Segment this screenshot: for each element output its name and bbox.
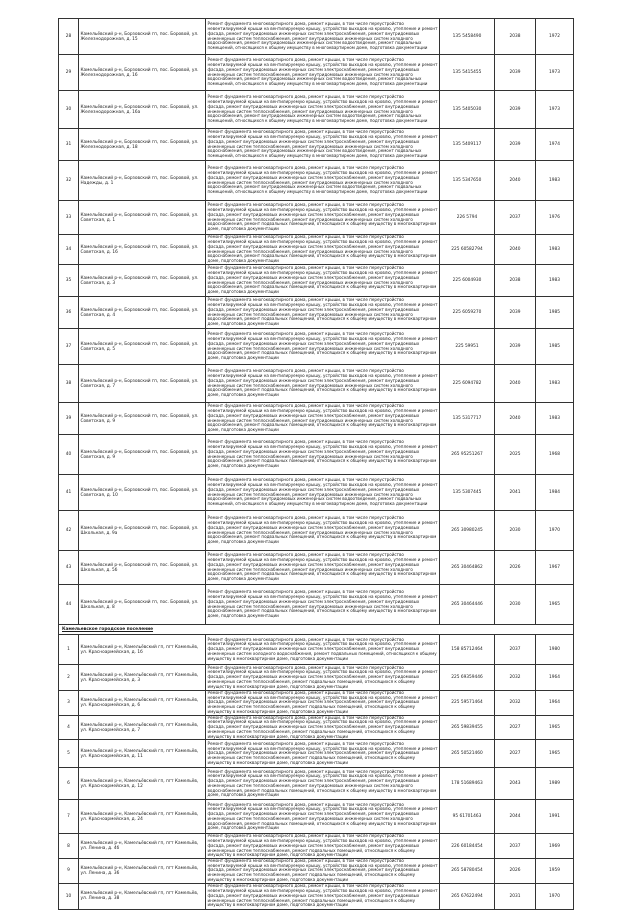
row-address: Камельёвский р-н, Борзовский гп, пос. Боровой, ул. Советская, д. 1 <box>79 201 206 235</box>
row-address: Камельёвский р-н, Борзовский гп, пос. Боровой, ул. Советская, д. 9 <box>79 435 206 475</box>
row-repair-year: 2037 <box>495 834 536 859</box>
row-address: Камельёвский р-н, Борзовский гп, пос. Боровой, ул. Советская, д. 3 <box>79 265 206 297</box>
row-work-description: Ремонт фундамента многоквартирного дома, ремонт крыши, в том числе переустройство невентилируемой крыши на вентилируемую крышу, устройство выходов на кровлю, утепление и ремонт фасада, ремонт внутридомовых инженерных систем электроснабжения, ремонт внутридомовых инженерных систем теплоснабжения, ремонт внутридомовых инженерных систем холодного водоснабжения, ремонт подвальных помещений, относящихся к общему имуществу в многоквартирном доме, подготовка документации <box>206 435 440 475</box>
row-work-description: Ремонт фундамента многоквартирного дома, ремонт крыши, в том числе переустройство невентилируемой крыши на вентилируемую крышу, устройство выходов на кровлю, утепление и ремонт фасада, ремонт внутридомовых инженерных систем электроснабжения, ремонт внутридомовых инженерных систем теплоснабжения, ремонт внутридомовых инженерных систем холодного водоснабжения, ремонт внутридомовых инженерных систем водоотведения, ремонт подвальных помещений, относящихся к общему имуществу в многоквартирном доме, подготовка документации <box>206 475 440 511</box>
row-number: 36 <box>59 297 79 329</box>
row-address: Камельёвский р-н, Борзовский гп, пос. Боровой, ул. Железнодорожная, д. 16а <box>79 91 206 129</box>
table-row <box>59 403 574 435</box>
row-cost: 178 51689463 <box>440 768 495 800</box>
row-cost: 225 59951 <box>440 329 495 365</box>
table-row <box>59 883 574 909</box>
row-number: 30 <box>59 91 79 129</box>
row-address: Камельёвский р-н, Борзовский гп, пос. Боровой, ул. Школьная, д. 9а <box>79 511 206 551</box>
row-cost: 225 59571464 <box>440 691 495 716</box>
row-address: Камельёвский р-н, Камельёвский гп, пгт Камельёв, ул. Ленина, д. 4б <box>79 834 206 859</box>
row-number: 9 <box>59 859 79 884</box>
row-build-year: 1984 <box>536 475 574 511</box>
row-build-year: 1972 <box>536 19 574 55</box>
row-repair-year: 2040 <box>495 235 536 265</box>
row-repair-year: 2032 <box>495 691 536 716</box>
row-cost: 265 30464446 <box>440 585 495 625</box>
row-number: 5 <box>59 740 79 768</box>
row-cost: 135 5317717 <box>440 403 495 435</box>
row-number: 6 <box>59 768 79 800</box>
row-repair-year: 2031 <box>495 883 536 909</box>
row-repair-year: 2039 <box>495 129 536 161</box>
row-address: Камельёвский р-н, Борзовский гп, пос. Боровой, ул. Школьная, д. 8 <box>79 585 206 625</box>
row-work-description: Ремонт фундамента многоквартирного дома, ремонт крыши, в том числе переустройство невентилируемой крыши на вентилируемую крышу, устройство выходов на кровлю, утепление и ремонт фасада, ремонт внутридомовых инженерных систем электроснабжения, ремонт внутридомовых инженерных систем теплоснабжения, ремонт подвальных помещений, относящихся к общему имуществу в многоквартирном доме, подготовка документации <box>206 740 440 768</box>
row-number: 8 <box>59 834 79 859</box>
row-work-description: Ремонт фундамента многоквартирного дома, ремонт крыши, в том числе переустройство невентилируемой крыши на вентилируемую крышу, устройство выходов на кровлю, утепление и ремонт фасада, ремонт внутридомовых инженерных систем электроснабжения, ремонт внутридомовых инженерных систем теплоснабжения, ремонт внутридомовых инженерных систем холодного водоснабжения, ремонт внутридомовых инженерных систем водоотведения, ремонт подвальных помещений, относящихся к общему имуществу в многоквартирном доме, подготовка документации <box>206 161 440 201</box>
rows-group-a <box>59 19 574 297</box>
row-build-year: 1983 <box>536 161 574 201</box>
row-work-description: Ремонт фундамента многоквартирного дома, ремонт крыши, в том числе переустройство невентилируемой крыши на вентилируемую крышу, устройство выходов на кровлю, утепление и ремонт фасада, ремонт внутридомовых инженерных систем электроснабжения, ремонт внутридомовых инженерных систем теплоснабжения, ремонт подвальных помещений, относящихся к общему имуществу в многоквартирном доме, подготовка документации <box>207 833 438 858</box>
row-address: Камельёвский р-н, Борзовский гп, пос. Боровой, ул. Советская, д. 10 <box>79 475 206 511</box>
row-build-year: 1976 <box>536 201 574 235</box>
row-address: Камельёвский р-н, Борзовский гп, пос. Боровой, ул. Надежды, д. 1 <box>79 161 206 201</box>
section-header-row <box>59 625 574 635</box>
capital-repair-table <box>58 18 574 910</box>
row-work-description: Ремонт фундамента многоквартирного дома, ремонт крыши, в том числе переустройство невентилируемой крыши на вентилируемую крышу, устройство выходов на кровлю, утепление и ремонт фасада, ремонт внутридомовых инженерных систем электроснабжения, ремонт внутридомовых инженерных систем теплоснабжения, ремонт внутридомовых инженерных систем холодного водоснабжения, ремонт подвальных помещений, относящихся к общему имуществу в многоквартирном доме, подготовка документации <box>206 511 440 551</box>
row-cost: 135 5409117 <box>440 129 495 161</box>
row-cost: 265 95251267 <box>440 435 495 475</box>
table-row <box>59 329 574 365</box>
row-build-year: 1985 <box>536 329 574 365</box>
rows-group-b <box>59 297 574 625</box>
table-row <box>59 91 574 129</box>
row-repair-year: 2030 <box>495 511 536 551</box>
row-address: Камельёвский р-н, Борзовский гп, пос. Боровой, ул. Школьная, д. 5б <box>79 551 206 585</box>
row-number: 29 <box>59 55 79 91</box>
row-build-year: 1973 <box>536 91 574 129</box>
row-number: 1 <box>59 635 79 665</box>
row-work-description: Ремонт фундамента многоквартирного дома, ремонт крыши, в том числе переустройство невентилируемой крыши на вентилируемую крышу, устройство выходов на кровлю, утепление и ремонт фасада, ремонт внутридомовых инженерных систем электроснабжения, ремонт внутридомовых инженерных систем теплоснабжения, ремонт внутридомовых инженерных систем холодного водоснабжения, ремонт внутридомовых инженерных систем водоотведения, ремонт подвальных помещений, относящихся к общему имуществу в многоквартирном доме, подготовка документации <box>206 129 440 161</box>
row-address: Камельёвский р-н, Борзовский гп, пос. Боровой, ул. Советская, д. 7 <box>79 365 206 403</box>
row-repair-year: 2039 <box>495 91 536 129</box>
row-cost: 135 5405030 <box>440 91 495 129</box>
row-build-year: 1980 <box>536 635 574 665</box>
row-work-description: Ремонт фундамента многоквартирного дома, ремонт крыши, в том числе переустройство невентилируемой крыши на вентилируемую крышу, устройство выходов на кровлю, утепление и ремонт фасада, ремонт внутридомовых инженерных систем электроснабжения, ремонт внутридомовых инженерных систем теплоснабжения, ремонт внутридомовых инженерных систем холодного водоснабжения, ремонт подвальных помещений, относящихся к общему имуществу в многоквартирном доме, подготовка документации <box>206 297 440 329</box>
row-cost: 225 6004930 <box>440 265 495 297</box>
row-number: 10 <box>59 883 79 909</box>
table-row <box>59 715 574 740</box>
row-repair-year: 2044 <box>495 800 536 834</box>
row-number: 41 <box>59 475 79 511</box>
row-number: 38 <box>59 365 79 403</box>
row-number: 28 <box>59 19 79 55</box>
row-work-description: Ремонт фундамента многоквартирного дома, ремонт крыши, в том числе переустройство невентилируемой крыши на вентилируемую крышу, устройство выходов на кровлю, утепление и ремонт фасада, ремонт внутридомовых инженерных систем электроснабжения, ремонт внутридомовых инженерных систем теплоснабжения, ремонт внутридомовых инженерных систем холодного водоснабжения, ремонт подвальных помещений, относящихся к общему имуществу в многоквартирном доме, подготовка документации <box>206 365 440 403</box>
row-work-description: Ремонт фундамента многоквартирного дома, ремонт крыши, в том числе переустройство невентилируемой крыши на вентилируемую крышу, устройство выходов на кровлю, утепление и ремонт фасада, ремонт внутридомовых инженерных систем электроснабжения, ремонт внутридомовых инженерных систем теплоснабжения, ремонт подвальных помещений, относящихся к общему имуществу в многоквартирном доме, подготовка документации <box>207 883 438 908</box>
row-repair-year: 2027 <box>495 740 536 768</box>
row-number: 44 <box>59 585 79 625</box>
row-work-description: Ремонт фундамента многоквартирного дома, ремонт крыши, в том числе переустройство невентилируемой крыши на вентилируемую крышу, устройство выходов на кровлю, утепление и ремонт фасада, ремонт внутридомовых инженерных систем электроснабжения, ремонт внутридомовых инженерных систем теплоснабжения, ремонт внутридомовых инженерных систем холодного водоснабжения, ремонт подвальных помещений, относящихся к общему имуществу в многоквартирном доме, подготовка документации <box>206 800 440 834</box>
row-build-year: 1974 <box>536 129 574 161</box>
row-cost: 135 5347650 <box>440 161 495 201</box>
row-cost: 225 6059270 <box>440 297 495 329</box>
row-build-year: 1969 <box>536 834 574 859</box>
row-number: 39 <box>59 403 79 435</box>
row-address: Камельёвский р-н, Камельёвский гп, пгт Камельёв, ул. Ленина, д. 36 <box>79 859 206 884</box>
row-build-year: 1973 <box>536 55 574 91</box>
table-row <box>59 365 574 403</box>
table-row <box>59 129 574 161</box>
row-number: 35 <box>59 265 79 297</box>
row-work-description: Ремонт фундамента многоквартирного дома, ремонт крыши, в том числе переустройство невентилируемой крыши на вентилируемую крышу, устройство выходов на кровлю, утепление и ремонт фасада, ремонт внутридомовых инженерных систем электроснабжения, ремонт внутридомовых инженерных систем теплоснабжения, ремонт подвальных помещений, относящихся к общему имуществу в многоквартирном доме, подготовка документации <box>207 715 438 739</box>
row-repair-year: 2025 <box>495 435 536 475</box>
row-build-year: 1965 <box>536 715 574 740</box>
row-work-description: Ремонт фундамента многоквартирного дома, ремонт крыши, в том числе переустройство невентилируемой крыши на вентилируемую крышу, устройство выходов на кровлю, утепление и ремонт фасада, ремонт внутридомовых инженерных систем электроснабжения, ремонт внутридомовых инженерных систем теплоснабжения, ремонт внутридомовых инженерных систем холодного водоснабжения, ремонт внутридомовых инженерных систем водоотведения, ремонт подвальных помещений, относящихся к общему имуществу в многоквартирном доме, подготовка документации <box>206 19 440 55</box>
row-cost: 265 50521460 <box>440 740 495 768</box>
row-build-year: 1967 <box>536 551 574 585</box>
row-number: 43 <box>59 551 79 585</box>
row-work-description: Ремонт фундамента многоквартирного дома, ремонт крыши, в том числе переустройство невентилируемой крыши на вентилируемую крышу, устройство выходов на кровлю, утепление и ремонт фасада, ремонт внутридомовых инженерных систем электроснабжения, ремонт внутридомовых инженерных систем теплоснабжения, ремонт внутридомовых инженерных систем холодного водоснабжения, ремонт внутридомовых инженерных систем водоотведения, ремонт подвальных помещений, относящихся к общему имуществу в многоквартирном доме, подготовка документации <box>206 91 440 129</box>
row-cost: 226 60184454 <box>440 834 495 859</box>
row-address: Камельёвский р-н, Камельёвский гп, пгт Камельёв, ул. Красноармейская, д. 1б <box>79 635 206 665</box>
row-cost: 158 85712464 <box>440 635 495 665</box>
row-build-year: 1964 <box>536 665 574 691</box>
row-number: 34 <box>59 235 79 265</box>
row-cost: 226 5794 <box>440 201 495 235</box>
row-build-year: 1983 <box>536 403 574 435</box>
row-build-year: 1959 <box>536 859 574 884</box>
table-row <box>59 859 574 884</box>
row-repair-year: 2040 <box>495 161 536 201</box>
row-number: 32 <box>59 161 79 201</box>
row-work-description: Ремонт фундамента многоквартирного дома, ремонт крыши, в том числе переустройство невентилируемой крыши на вентилируемую крышу, устройство выходов на кровлю, утепление и ремонт фасада, ремонт внутридомовых инженерных систем электроснабжения, ремонт внутридомовых инженерных систем теплоснабжения, ремонт внутридомовых инженерных систем холодного водоснабжения, ремонт подвальных помещений, относящихся к общему имуществу в многоквартирном доме, подготовка документации <box>206 551 440 585</box>
row-work-description: Ремонт фундамента многоквартирного дома, ремонт крыши, в том числе переустройство невентилируемой крыши на вентилируемую крышу, устройство выходов на кровлю, утепление и ремонт фасада, ремонт внутридомовых инженерных систем электроснабжения, ремонт внутридомовых инженерных систем теплоснабжения, ремонт внутридомовых инженерных систем холодного водоснабжения, ремонт подвальных помещений, относящихся к общему имуществу в многоквартирном доме, подготовка документации <box>206 329 440 365</box>
row-build-year: 1970 <box>536 883 574 909</box>
row-work-description: Ремонт фундамента многоквартирного дома, ремонт крыши, в том числе переустройство невентилируемой крыши на вентилируемую крышу, устройство выходов на кровлю, утепление и ремонт фасада, ремонт внутридомовых инженерных систем электроснабжения, ремонт внутридомовых инженерных систем теплоснабжения, ремонт внутридомовых инженерных систем холодного водоснабжения, ремонт подвальных помещений, относящихся к общему имуществу в многоквартирном доме, подготовка документации <box>206 201 440 235</box>
row-address: Камельёвский р-н, Камельёвский гп, пгт Камельёв, ул. Красноармейская, д. 24 <box>79 800 206 834</box>
row-number: 42 <box>59 511 79 551</box>
row-repair-year: 2038 <box>495 265 536 297</box>
row-work-description: Ремонт фундамента многоквартирного дома, ремонт крыши, в том числе переустройство невентилируемой крыши на вентилируемую крышу, устройство выходов на кровлю, утепление и ремонт фасада, ремонт внутридомовых инженерных систем электроснабжения, ремонт внутридомовых инженерных систем теплоснабжения, ремонт внутридомовых инженерных систем холодного водоснабжения, ремонт подвальных помещений, относящихся к общему имуществу в многоквартирном доме, подготовка документации <box>206 265 440 297</box>
row-address: Камельёвский р-н, Борзовский гп, пос. Боровой, ул. Советская, д. 16 <box>79 235 206 265</box>
row-work-description: Ремонт фундамента многоквартирного дома, ремонт крыши, в том числе переустройство невентилируемой крыши на вентилируемую крышу, устройство выходов на кровлю, утепление и ремонт фасада, ремонт внутридомовых инженерных систем электроснабжения, ремонт внутридомовых инженерных систем теплоснабжения, ремонт внутридомовых инженерных систем холодного водоснабжения, ремонт подвальных помещений, относящихся к общему имуществу в многоквартирном доме, подготовка документации <box>207 234 438 263</box>
table-row <box>59 55 574 91</box>
row-cost: 135 5307445 <box>440 475 495 511</box>
row-address: Камельёвский р-н, Борзовский гп, пос. Боровой, ул. Советская, д. 5 <box>79 329 206 365</box>
row-number: 3 <box>59 691 79 716</box>
row-address: Камельёвский р-н, Камельёвский гп, пгт Камельёв, ул. Красноармейская, д. 11 <box>79 740 206 768</box>
row-number: 2 <box>59 665 79 691</box>
row-build-year: 1965 <box>536 585 574 625</box>
row-work-description: Ремонт фундамента многоквартирного дома, ремонт крыши, в том числе переустройство невентилируемой крыши на вентилируемую крышу, устройство выходов на кровлю, утепление и ремонт фасада, ремонт внутридомовых инженерных систем электроснабжения, ремонт внутридомовых инженерных систем теплоснабжения, ремонт подвальных помещений, относящихся к общему имуществу в многоквартирном доме, подготовка документации <box>207 664 438 689</box>
row-work-description: Ремонт фундамента многоквартирного дома, ремонт крыши, в том числе переустройство невентилируемой крыши на вентилируемую крышу, устройство выходов на кровлю, утепление и ремонт фасада, ремонт внутридомовых инженерных систем электроснабжения, ремонт внутридомовых инженерных систем теплоснабжения, ремонт внутридомовых инженерных систем холодного водоснабжения, ремонт внутридомовых инженерных систем водоотведения, ремонт подвальных помещений, относящихся к общему имуществу в многоквартирном доме, подготовка документации <box>206 55 440 91</box>
row-repair-year: 2039 <box>495 329 536 365</box>
row-repair-year: 2032 <box>495 665 536 691</box>
table-row <box>59 435 574 475</box>
table-row <box>59 585 574 625</box>
row-build-year: 1968 <box>536 435 574 475</box>
table-row <box>59 768 574 800</box>
row-number: 4 <box>59 715 79 740</box>
row-address: Камельёвский р-н, Камельёвский гп, пгт Камельёв, ул. Красноармейская, д. 7 <box>79 715 206 740</box>
row-address: Камельёвский р-н, Борзовский гп, пос. Боровой, ул. Железнодорожная, д. 16 <box>79 55 206 91</box>
table-row <box>59 265 574 297</box>
row-repair-year: 2038 <box>495 19 536 55</box>
row-repair-year: 2037 <box>495 201 536 235</box>
row-address: Камельёвский р-н, Борзовский гп, пос. Боровой, ул. Советская, д. 4 <box>79 297 206 329</box>
row-number: 31 <box>59 129 79 161</box>
table-row <box>59 201 574 235</box>
row-cost: 135 5415455 <box>440 55 495 91</box>
document-page <box>58 18 573 910</box>
table-row <box>59 635 574 665</box>
row-work-description: Ремонт фундамента многоквартирного дома, ремонт крыши, в том числе переустройство невентилируемой крыши на вентилируемую крышу, устройство выходов на кровлю, утепление и ремонт фасада, ремонт внутридомовых инженерных систем электроснабжения, ремонт внутридомовых инженерных систем теплоснабжения, ремонт внутридомовых инженерных систем холодного водоснабжения, ремонт подвальных помещений, относящихся к общему имуществу в многоквартирном доме, подготовка документации <box>206 585 440 625</box>
row-repair-year: 2040 <box>495 403 536 435</box>
row-build-year: 1964 <box>536 691 574 716</box>
row-cost: 95 61701463 <box>440 800 495 834</box>
row-repair-year: 2043 <box>495 768 536 800</box>
row-repair-year: 2027 <box>495 715 536 740</box>
table-row <box>59 297 574 329</box>
row-number: 40 <box>59 435 79 475</box>
row-build-year: 1989 <box>536 768 574 800</box>
table-row <box>59 740 574 768</box>
row-repair-year: 2041 <box>495 475 536 511</box>
row-address: Камельёвский р-н, Камельёвский гп, пгт Камельёв, ул. Красноармейская, д. 6 <box>79 691 206 716</box>
row-cost: 265 58780454 <box>440 859 495 884</box>
row-cost: 265 30980245 <box>440 511 495 551</box>
row-build-year: 1965 <box>536 740 574 768</box>
row-cost: 225 6094782 <box>440 365 495 403</box>
row-build-year: 1983 <box>536 235 574 265</box>
table-row <box>59 235 574 265</box>
row-repair-year: 2040 <box>495 365 536 403</box>
table-row <box>59 800 574 834</box>
row-cost: 225 60582794 <box>440 235 495 265</box>
row-number: 7 <box>59 800 79 834</box>
section-title: Камельевское городское поселение <box>59 625 574 635</box>
row-cost: 265 30464862 <box>440 551 495 585</box>
table-row <box>59 475 574 511</box>
row-repair-year: 2026 <box>495 551 536 585</box>
table-row <box>59 161 574 201</box>
table-row <box>59 19 574 55</box>
row-work-description: Ремонт фундамента многоквартирного дома, ремонт крыши, в том числе переустройство невентилируемой крыши на вентилируемую крышу, устройство выходов на кровлю, утепление и ремонт фасада, ремонт внутридомовых инженерных систем электроснабжения, ремонт внутридомовых инженерных систем холодного водоснабжения, ремонт подвальных помещений, относящихся к общему имуществу в многоквартирном доме, подготовка документации <box>206 635 440 665</box>
row-build-year: 1985 <box>536 297 574 329</box>
table-row <box>59 691 574 716</box>
row-cost: 135 5458490 <box>440 19 495 55</box>
section-group <box>59 625 574 635</box>
table-row <box>59 551 574 585</box>
row-repair-year: 2039 <box>495 297 536 329</box>
row-build-year: 1991 <box>536 800 574 834</box>
row-build-year: 1983 <box>536 365 574 403</box>
row-cost: 225 69359446 <box>440 665 495 691</box>
row-work-description: Ремонт фундамента многоквартирного дома, ремонт крыши, в том числе переустройство невентилируемой крыши на вентилируемую крышу, устройство выходов на кровлю, утепление и ремонт фасада, ремонт внутридомовых инженерных систем электроснабжения, ремонт внутридомовых инженерных систем теплоснабжения, ремонт подвальных помещений, относящихся к общему имуществу в многоквартирном доме, подготовка документации <box>207 858 438 882</box>
row-address: Камельёвский р-н, Камельёвский гп, пгт Камельёв, ул. Красноармейская, д. 3 <box>79 665 206 691</box>
row-address: Камельёвский р-н, Борзовский гп, пос. Боровой, ул. Советская, д. 9 <box>79 403 206 435</box>
table-row <box>59 511 574 551</box>
row-number: 37 <box>59 329 79 365</box>
row-repair-year: 2030 <box>495 585 536 625</box>
row-repair-year: 2026 <box>495 859 536 884</box>
row-address: Камельёвский р-н, Борзовский гп, пос. Боровой, ул. Железнодорожная, д. 18 <box>79 129 206 161</box>
row-number: 33 <box>59 201 79 235</box>
row-repair-year: 2037 <box>495 635 536 665</box>
row-cost: 265 67622494 <box>440 883 495 909</box>
row-address: Камельёвский р-н, Борзовский гп, пос. Боровой, ул. Железнодорожная, д. 15 <box>79 19 206 55</box>
row-build-year: 1970 <box>536 511 574 551</box>
row-work-description: Ремонт фундамента многоквартирного дома, ремонт крыши, в том числе переустройство невентилируемой крыши на вентилируемую крышу, устройство выходов на кровлю, утепление и ремонт фасада, ремонт внутридомовых инженерных систем электроснабжения, ремонт внутридомовых инженерных систем теплоснабжения, ремонт подвальных помещений, относящихся к общему имуществу в многоквартирном доме, подготовка документации <box>207 690 438 714</box>
row-work-description: Ремонт фундамента многоквартирного дома, ремонт крыши, в том числе переустройство невентилируемой крыши на вентилируемую крышу, устройство выходов на кровлю, утепление и ремонт фасада, ремонт внутридомовых инженерных систем электроснабжения, ремонт внутридомовых инженерных систем теплоснабжения, ремонт внутридомовых инженерных систем холодного водоснабжения, ремонт подвальных помещений, относящихся к общему имуществу в многоквартирном доме, подготовка документации <box>206 403 440 435</box>
row-work-description: Ремонт фундамента многоквартирного дома, ремонт крыши, в том числе переустройство невентилируемой крыши на вентилируемую крышу, устройство выходов на кровлю, утепление и ремонт фасада, ремонт внутридомовых инженерных систем электроснабжения, ремонт внутридомовых инженерных систем теплоснабжения, ремонт внутридомовых инженерных систем холодного водоснабжения, ремонт подвальных помещений, относящихся к общему имуществу в многоквартирном доме, подготовка документации <box>206 768 440 800</box>
row-build-year: 1983 <box>536 265 574 297</box>
row-repair-year: 2039 <box>495 55 536 91</box>
table-row <box>59 834 574 859</box>
table-row <box>59 665 574 691</box>
row-address: Камельёвский р-н, Камельёвский гп, пгт Камельёв, ул. Красноармейская, д. 12 <box>79 768 206 800</box>
row-address: Камельёвский р-н, Камельёвский гп, пгт Камельёв, ул. Ленина, д. 38 <box>79 883 206 909</box>
rows-group-c <box>59 635 574 910</box>
row-cost: 265 59839455 <box>440 715 495 740</box>
